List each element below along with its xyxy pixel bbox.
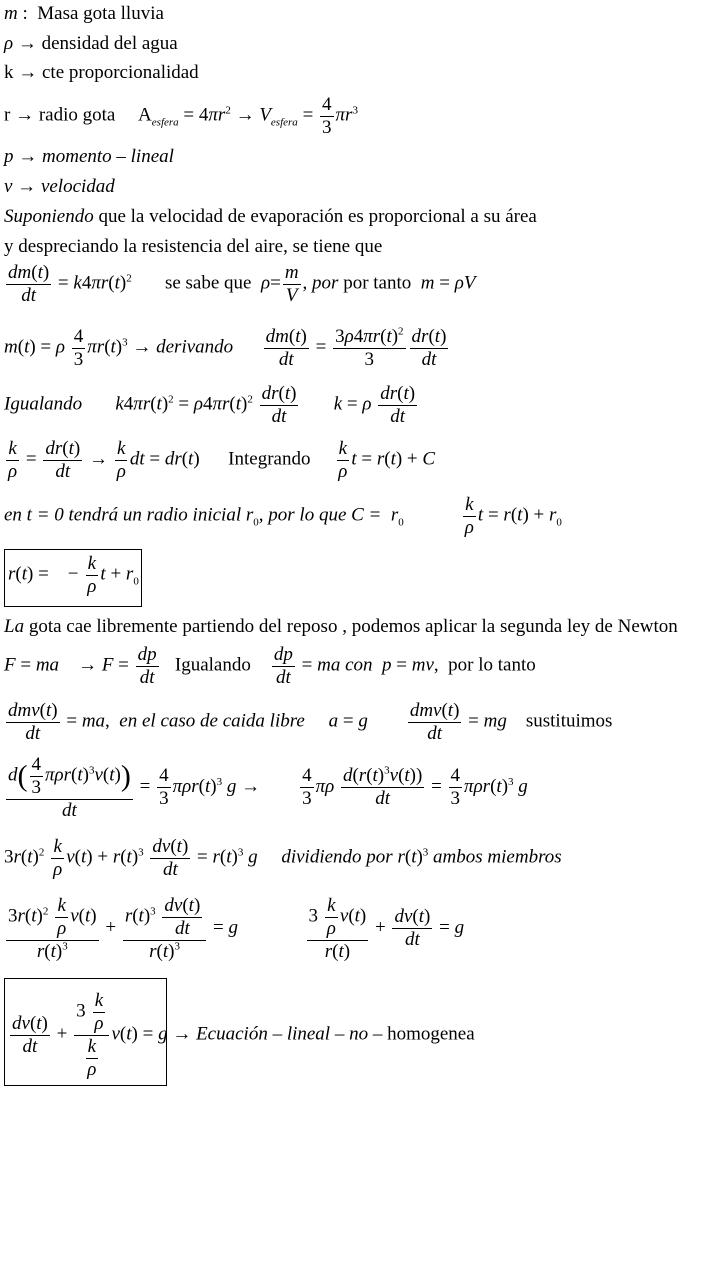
gota-cae-text: gota cae libremente partiendo del reposo , podemos aplicar la segunda ley de Newton [24,616,678,637]
gota-cae-line [4,617,678,636]
def-v-text: velocidad [40,176,115,197]
eq-divided: $3r(t)^2$ $\frac{k}{\rho}$ v(t) $r(t)^3$ + $r(t)^3$ $\frac{dv(t)}{dt}$ $r(t)^3$ = g 3 $\frac{k}{\rho}$ v(t) r(t) + $\frac{dv(t)}{dt}$ = g [8,895,465,962]
dividiendo-text: dividiendo por [281,846,393,868]
homogenea-text: homogenea [387,1023,475,1045]
eq-dmdt: $\frac{dm(t)}{dt}$ = $k4\pi r(t)^2$ se sabe que ρ= $\frac{m}{V}$ , por por tanto m = ρV [8,262,476,306]
def-rho-text: densidad del agua [41,33,178,54]
eq-mt: m(t) = ρ $\frac{4}{3}$ $\pi r(t)^3$ → derivando $\frac{dm(t)}{dt}$ = $\frac{3\rho 4\pi r(t)^2}{3}$ $\frac{dr(t)}{dt}$ [4,325,447,370]
assumption-line [4,207,537,226]
eq-rt: r(t) = − $\frac{k}{\rho}$ $t + r_0$ [8,553,139,597]
suponiendo-rest: que la velocidad de evaporación es proporcional a su área [93,206,537,227]
def-r: r → radio gota $A_{esfera} = 4\pi r^2 \to V_{esfera}$ = $\frac{4}{3}$ $\pi r^3$ [4,94,358,138]
def-p-text: momento – lineal [42,146,174,167]
suponiendo-word: Suponiendo [4,206,94,227]
frac-four-thirds: $\frac{4}{3}$ [322,94,332,138]
def-v: v → velocidad [4,176,115,197]
def-rho: ρ → densidad del agua [4,33,178,54]
eq-substituted: d( $\frac{4}{3}$ $\pi\rho r(t)^3v(t)$) dt = $\frac{4}{3}$ $\pi\rho r(t)^3$ g → $\frac{4}{3}$ πρ $\frac{d(r(t)^3v(t))}{dt}$ = $\frac{4}{3}$ $\pi\rho r(t)^3$ g [8,754,528,821]
def-k-text: cte proporcionalidad [42,62,199,83]
eq-final: $\frac{dv(t)}{dt}$ + 3 $\frac{k}{\rho}$ $\frac{k}{\rho}$ v(t) = g → Ecuación – lineal – no – homogenea [12,990,475,1080]
por-lo-tanto: por lo tanto [448,654,536,676]
ambos-text: ambos miembros [433,846,562,868]
sustituimos-label: sustituimos [525,710,613,732]
ecuacion-text: Ecuación – lineal – no – [196,1023,383,1045]
en-t0-text: en t = 0 tendrá un radio inicial [4,504,242,526]
integrando-label: Integrando [228,448,311,470]
eq-newton: F = ma → F = $\frac{dp}{dt}$ Igualando $\frac{dp}{dt}$ = ma con p = mv, por lo tanto [4,644,536,688]
def-r-text: radio gota [38,104,116,126]
igualando-upright: Igualando [174,654,251,676]
caso-caida-text: en el caso de caida libre [119,710,305,732]
eq-expanded: $3r(t)^2$ $\frac{k}{\rho}$ $v(t) + r(t)^3$ $\frac{dv(t)}{dt}$ = $r(t)^3$ g dividiendo por $r(t)^3$ ambos miembros [4,836,562,880]
def-m-text: Masa gota lluvia [37,3,164,24]
eq-caida-libre: $\frac{\text{dmv(t)}}{dt}$ = ma, en el caso de caida libre a = g $\frac{\text{dmv(t)}}{dt}$ = mg sustituimos [8,700,613,744]
la-word: La [4,616,25,637]
def-k: k → cte proporcionalidad [4,62,199,83]
por-lo-que-text: , por lo que C = [258,504,382,526]
se-sabe-que: se sabe que [164,272,252,294]
def-p: p → momento – lineal [4,146,174,167]
eq-igualando: Igualando $k4\pi r(t)^2 = \rho 4\pi r(t)^2$ $\frac{dr(t)}{dt}$ k = ρ $\frac{dr(t)}{dt}$ [4,383,416,427]
igualando-italic: Igualando [4,393,83,415]
def-m: m : Masa gota lluvia [4,3,164,24]
despreciando-line: y despreciando la resistencia del aire, se tiene que [4,236,383,257]
derivando-label: derivando [156,336,234,358]
eq-initial: en t = 0 tendrá un radio inicial $r_0$, por lo que $C = r_0$ $\frac{k}{\rho}$ $t = r(t) + r_0$ [4,494,562,538]
por-tanto: por tanto [343,272,412,294]
eq-integrando: $\frac{k}{\rho}$ = $\frac{dr(t)}{dt}$ → $\frac{k}{\rho}$ dt = dr(t) Integrando $\frac{k}{\rho}$ t = r(t) + C [8,438,436,482]
